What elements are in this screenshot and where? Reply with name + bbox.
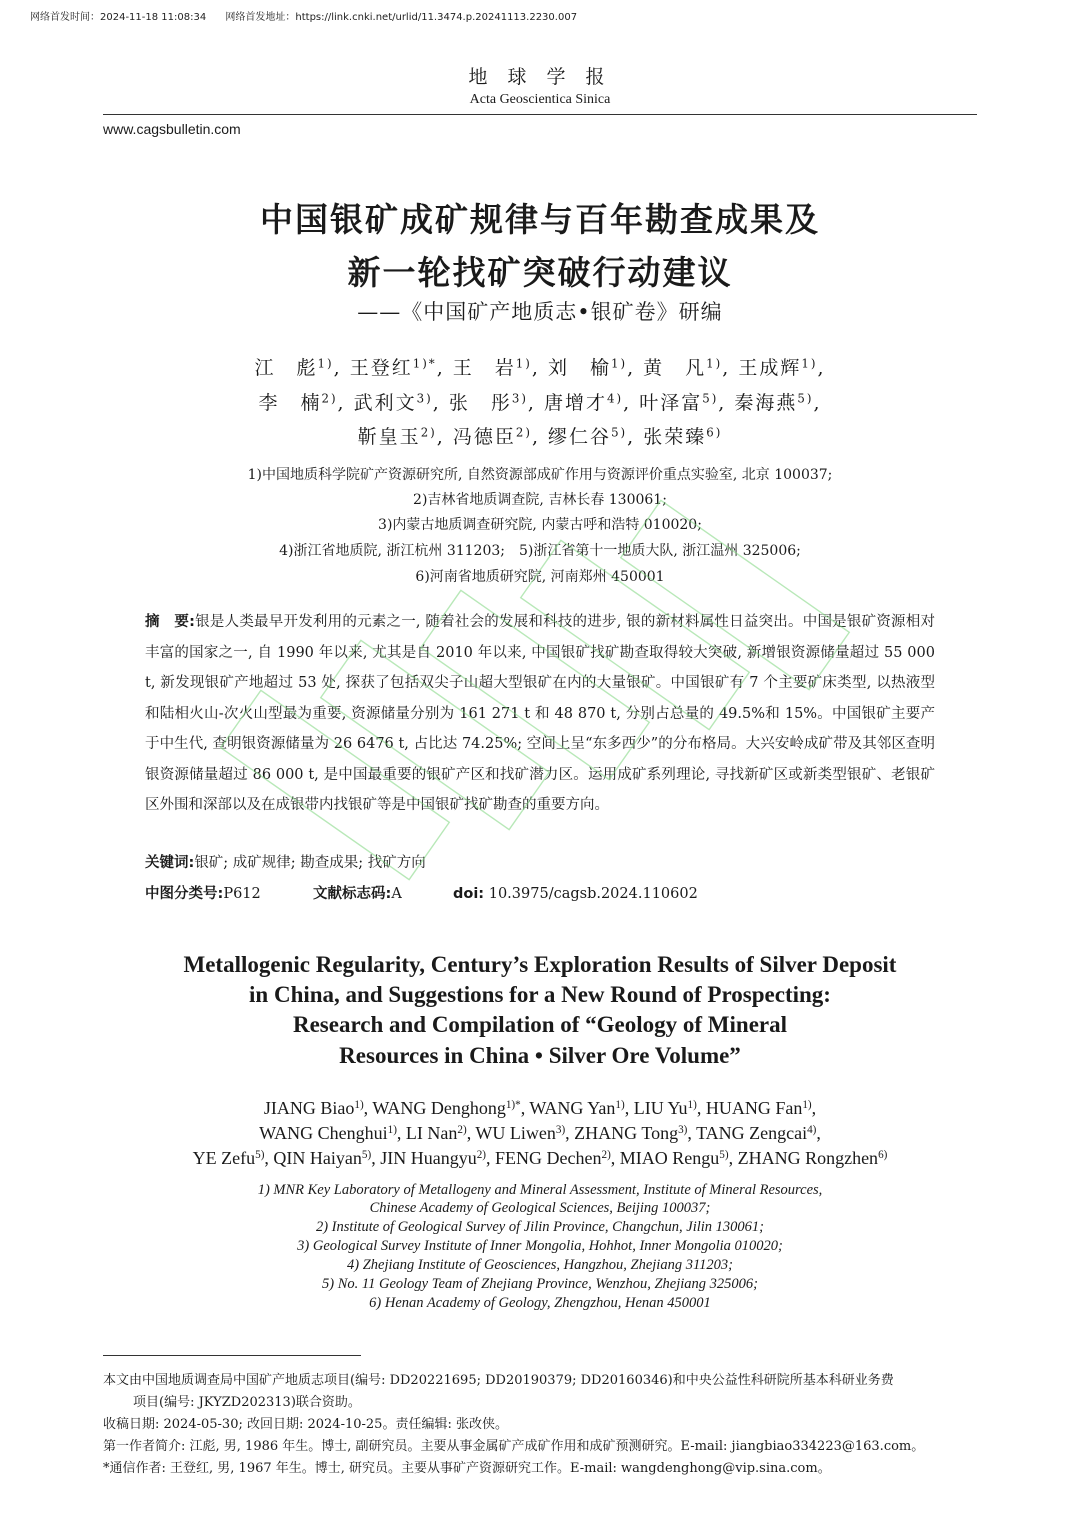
separator: , [627,357,644,379]
affiliation-marker: 4) [807,1123,817,1136]
separator: , [718,392,735,414]
separator: , [363,1098,373,1118]
author-name: 王 岩 [452,357,516,379]
author-name: MIAO Rengu [619,1148,720,1168]
publication-time: 网络首发时间：2024-11-18 11:08:34 [30,12,207,23]
separator: , [627,426,644,448]
corresponding-author-note: *通信作者: 王登红, 男, 1967 年生。博士, 研究员。主要从事矿产资源研究工作。E-mail: wangdenghong@vip.sina.com。 [103,1461,831,1476]
publication-url[interactable]: 网络首发地址：https://link.cnki.net/urlid/11.3474.p.20241113.2230.007 [225,12,578,23]
author-name: LIU Yu [633,1098,688,1118]
separator: , [371,1148,381,1168]
affiliation-marker: 5) [719,1148,729,1161]
received-dates-note: 收稿日期: 2024-05-30; 改回日期: 2024-10-25。责任编辑: 张改侠。 [103,1417,508,1432]
separator: , [623,392,640,414]
author-name: FENG Dechen [495,1148,602,1168]
affiliation-marker: 3) [678,1123,688,1136]
affiliation-marker: 1) [801,356,818,371]
author-name: JIN Huangyu [380,1148,477,1168]
affiliation-marker: 1) [687,1098,697,1111]
author-name: LI Nan [405,1123,458,1143]
affiliation-marker: 1) [515,356,532,371]
clc-label: 中图分类号: [145,886,224,902]
separator: , [696,1098,706,1118]
separator: , [531,357,548,379]
affiliation-marker: 6) [706,425,723,440]
affiliation-marker: 2) [476,1148,486,1161]
author-name: 张 彤 [448,392,512,414]
affiliation-en: 1) MNR Key Laboratory of Metallogeny and Mineral Assessment, Institute of Mineral Resources, [257,1182,823,1198]
author-name: 冯德臣 [452,426,516,448]
separator: , [816,1123,821,1143]
journal-website-link[interactable]: www.cagsbulletin.com [103,121,241,137]
author-name: 江 彪 [254,357,318,379]
abstract-label: 摘 要: [145,614,195,630]
separator: , [436,357,453,379]
affiliation-cn: 1)中国地质科学院矿产资源研究所, 自然资源部成矿作用与资源评价重点实验室, 北京 100037; [247,467,833,483]
separator: , [531,426,549,448]
author-name: QIN Haiyan [273,1148,362,1168]
affiliation-marker: 3) [511,391,528,406]
affiliation-en: 5) No. 11 Geology Team of Zhejiang Province, Wenzhou, Zhejiang 325006; [322,1276,758,1292]
paper-title-en-line4: Resources in China • Silver Ore Volume” [339,1043,741,1068]
affiliation-marker: 1) [387,1123,397,1136]
first-author-note: 第一作者简介: 江彪, 男, 1986 年生。博士, 副研究员。主要从事金属矿产成矿作用和成矿预测研究。E-mail: jiangbiao334223@163.com。 [103,1439,925,1454]
affiliation-marker: 1) [610,356,628,371]
paper-title-en-line1: Metallogenic Regularity, Century’s Exploration Results of Silver Deposit [183,952,897,977]
paper-subtitle-cn: ——《中国矿产地质志•银矿卷》研编 [357,300,723,324]
separator: , [486,1148,495,1168]
affiliation-marker: 5) [361,1148,372,1161]
keywords-cn [145,851,426,872]
author-name: 缪仁谷 [548,426,612,448]
online-publication-info [30,8,577,23]
author-name: 王登红 [349,357,413,379]
author-name: 李 楠 [258,392,322,414]
author-name: WANG Chenghui [259,1123,388,1143]
separator: , [436,426,453,448]
separator: , [466,1123,476,1143]
author-list-cn [0,422,1080,449]
affiliation-marker: 1) [615,1098,625,1111]
affiliation-marker: 5) [797,391,814,406]
affiliation-marker: 5) [255,1148,265,1161]
affiliation-marker: 2) [601,1148,611,1161]
author-name: 靳皇玉 [357,426,421,448]
affiliation-marker: 2) [515,425,532,440]
abstract-cn [145,607,935,821]
affiliation-marker: 1)* [505,1098,521,1111]
author-name: 王成辉 [738,357,802,379]
author-name: WANG Denghong [372,1098,506,1118]
author-name: WANG Yan [529,1098,616,1118]
author-name: 秦海燕 [734,392,798,414]
separator: , [624,1098,634,1118]
affiliation-marker: 2) [457,1123,467,1136]
affiliation-marker: 1) [317,356,334,371]
paper-title-en-line2: in China, and Suggestions for a New Round of Prospecting: [249,982,831,1007]
author-name: 唐增才 [544,392,608,414]
separator: , [813,392,822,414]
affiliation-marker: 1) [354,1098,364,1111]
affiliation-en: Chinese Academy of Geological Sciences, Beijing 100037; [369,1200,711,1216]
author-name: HUANG Fan [705,1098,803,1118]
header-divider [103,114,977,115]
keywords-label: 关键词: [145,855,195,871]
affiliation-en: 6) Henan Academy of Geology, Zhengzhou, Henan 450001 [369,1295,711,1311]
affiliation-en: 4) Zhejiang Institute of Geosciences, Hangzhou, Zhejiang 311203; [347,1257,733,1273]
separator: , [687,1123,697,1143]
author-list-cn [0,353,1080,380]
paper-title-en-line3: Research and Compilation of “Geology of Mineral [292,1012,788,1037]
journal-name-cn: 地 球 学 报 [468,66,612,88]
affiliation-marker: 2) [420,425,437,440]
separator: , [610,1148,620,1168]
affiliation-en: 2) Institute of Geological Survey of Jilin Province, Changchun, Jilin 130061; [315,1219,765,1235]
separator: , [728,1148,738,1168]
author-name: YE Zefu [192,1148,256,1168]
author-name: JIANG Biao [263,1098,355,1118]
doc-code-label: 文献标志码: [313,886,392,902]
paper-title-cn-line2: 新一轮找矿突破行动建议 [347,253,733,292]
author-name: 张荣臻 [643,426,707,448]
affiliation-marker: 2) [321,391,338,406]
affiliation-marker: 1) [802,1098,812,1111]
separator: , [817,357,826,379]
affiliation-marker: 6) [878,1148,888,1161]
affiliation-marker: 4) [607,391,624,406]
affiliation-en: 3) Geological Survey Institute of Inner Mongolia, Hohhot, Inner Mongolia 010020; [297,1238,783,1254]
separator: , [520,1098,530,1118]
separator: , [264,1148,274,1168]
affiliation-cn: 2)吉林省地质调查院, 吉林长春 130061; [413,492,667,508]
author-list-en [0,1098,1080,1119]
affiliation-marker: 1) [706,356,723,371]
author-name: WU Liwen [475,1123,556,1143]
affiliation-cn: 3)内蒙古地质调查研究院, 内蒙古呼和浩特 010020; [378,517,702,533]
separator: , [722,357,739,379]
clc-value: P612 [223,886,261,902]
paper-title-cn-line1: 中国银矿成矿规律与百年勘查成果及 [260,200,820,239]
abstract-text: 银是人类最早开发利用的元素之一, 随着社会的发展和科技的进步, 银的新材料属性日益突出。中国是银矿资源相对丰富的国家之一, 自 1990 年以来, 尤其是自 2010 年以来, 中国银矿找矿勘查取得较大突破, 新增银资源储量超过 55 000 t, 新发现银矿产地超过 53 处, 探获了包括双尖子山超大型银矿在内的大量银矿。中国银矿有 7 个主要矿床类型, 以热液型和陆相火山-次火山型最为重要, 资源储量分别为 161 271 t 和 48 870 t, 分别占总量的 49.5%和 15%。中国银矿主要产于中生代, 查明银资源储量为 26 6476 t, 占比达 74.25%; 空间上呈“东多西少”的分布格局。大兴安岭成矿带及其邻区查明银资源储量超过 86 000 t, 是中国最重要的银矿产区和找矿潜力区。运用成矿系列理论, 寻找新矿区或新类型银矿、老银矿区外围和深部以及在成银带内找银矿等是中国银矿找矿勘查的重要方向。 [145,614,935,813]
affiliation-marker: 1)* [412,356,437,371]
separator: , [527,392,545,414]
author-name: 叶泽富 [639,392,703,414]
author-name: ZHANG Tong [574,1123,679,1143]
affiliation-marker: 3) [555,1123,566,1136]
doi-label: doi: [453,886,485,902]
author-name: 黄 凡 [643,357,707,379]
author-list-en [0,1123,1080,1144]
journal-name-en: Acta Geoscientica Sinica [469,92,611,107]
author-name: ZHANG Rongzhen [737,1148,879,1168]
classification-line [145,882,698,903]
separator: , [565,1123,575,1143]
separator: , [811,1098,817,1118]
keywords-text: 银矿; 成矿规律; 勘查成果; 找矿方向 [194,855,426,871]
author-list-en [0,1148,1080,1169]
separator: , [333,357,350,379]
separator: , [337,392,354,414]
author-list-cn [0,388,1080,415]
author-name: 刘 榆 [547,357,611,379]
doc-code-value: A [391,886,402,902]
author-name: TANG Zengcai [696,1123,808,1143]
footnote-divider [103,1355,361,1356]
funding-note: 本文由中国地质调查局中国矿产地质志项目(编号: DD20221695; DD20190379; DD20160346)和中央公益性科研院所基本科研业务费 [103,1373,894,1388]
separator: , [432,392,449,414]
author-name: 武利文 [353,392,417,414]
funding-note-continued: 项目(编号: JKYZD202313)联合资助。 [133,1395,361,1410]
affiliation-cn: 4)浙江省地质院, 浙江杭州 311203; 5)浙江省第十一地质大队, 浙江温州 325006; [279,543,801,559]
affiliation-cn: 6)河南省地质研究院, 河南郑州 450001 [415,569,665,585]
affiliation-marker: 3) [416,391,433,406]
doi-value[interactable]: 10.3975/cagsb.2024.110602 [488,886,698,902]
affiliation-marker: 5) [702,391,719,406]
affiliation-marker: 5) [611,425,628,440]
separator: , [396,1123,406,1143]
